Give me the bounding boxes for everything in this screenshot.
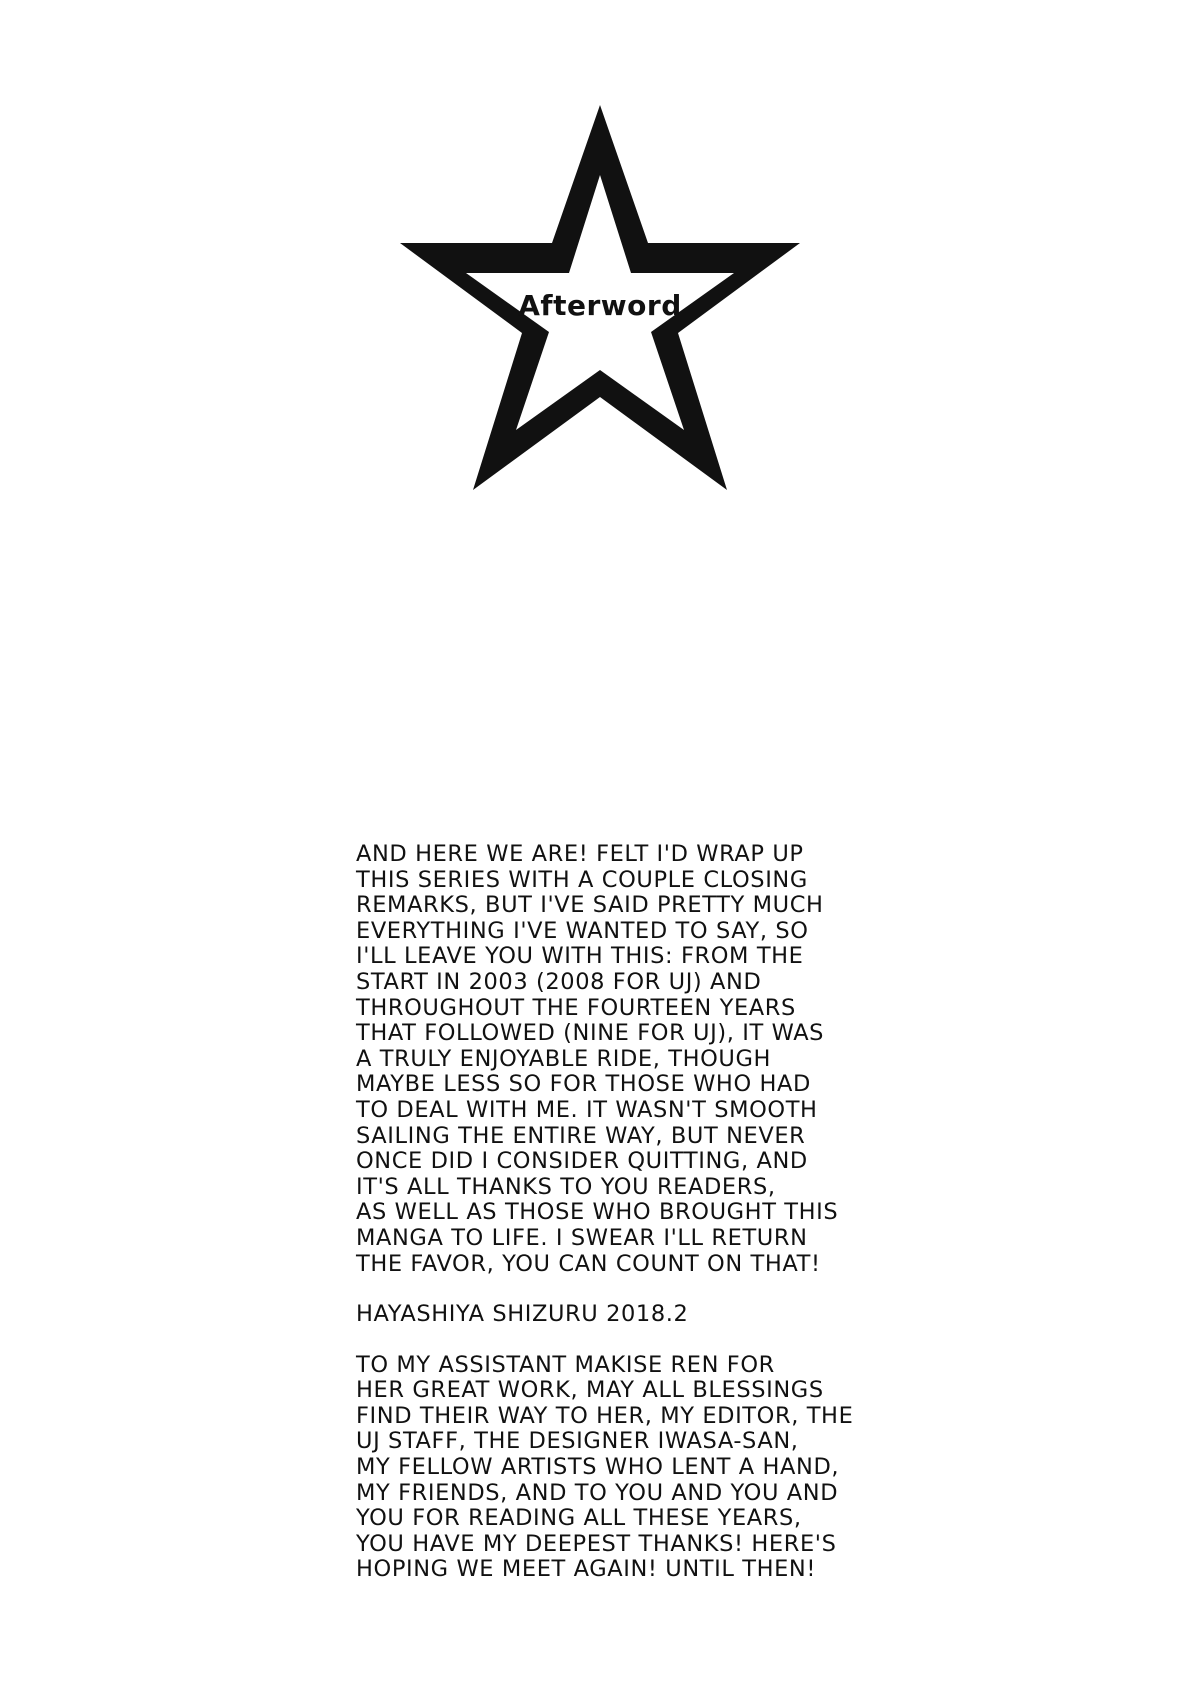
text-line: REMARKS, BUT I'VE SAID PRETTY MUCH — [356, 892, 824, 919]
text-line: I'LL LEAVE YOU WITH THIS: FROM THE — [356, 943, 804, 970]
text-line: UJ STAFF, THE DESIGNER IWASA-SAN, — [356, 1428, 799, 1455]
text-line: MANGA TO LIFE. I SWEAR I'LL RETURN — [356, 1224, 808, 1251]
text-line: AND HERE WE ARE! FELT I'D WRAP UP — [356, 841, 804, 867]
text-line: TO DEAL WITH ME. IT WASN'T SMOOTH — [356, 1096, 818, 1123]
text-line: SAILING THE ENTIRE WAY, BUT NEVER — [356, 1122, 806, 1149]
text-line: FIND THEIR WAY TO HER, MY EDITOR, THE — [356, 1402, 854, 1429]
text-line: HER GREAT WORK, MAY ALL BLESSINGS — [356, 1377, 824, 1404]
text-line: A TRULY ENJOYABLE RIDE, THOUGH — [356, 1045, 772, 1072]
author-signature: HAYASHIYA SHIZURU 2018.2 — [356, 1301, 689, 1328]
text-line: THIS SERIES WITH A COUPLE CLOSING — [356, 866, 808, 893]
text-line: TO MY ASSISTANT MAKISE REN FOR — [356, 1351, 775, 1378]
text-line: START IN 2003 (2008 FOR UJ) AND — [356, 968, 762, 995]
text-line: MY FRIENDS, AND TO YOU AND YOU AND — [356, 1479, 839, 1506]
text-line: THROUGHOUT THE FOURTEEN YEARS — [356, 994, 796, 1021]
text-line: YOU FOR READING ALL THESE YEARS, — [356, 1505, 802, 1532]
text-line: THE FAVOR, YOU CAN COUNT ON THAT! — [356, 1250, 821, 1277]
afterword-star-emblem — [395, 105, 805, 495]
text-line: MY FELLOW ARTISTS WHO LENT A HAND, — [356, 1454, 840, 1481]
closing-remarks-paragraph — [356, 842, 896, 1277]
text-line: AS WELL AS THOSE WHO BROUGHT THIS — [356, 1199, 839, 1226]
afterword-title: Afterword — [518, 289, 682, 322]
text-line: YOU HAVE MY DEEPEST THANKS! HERE'S — [356, 1530, 837, 1557]
text-line: ONCE DID I CONSIDER QUITTING, AND — [356, 1148, 808, 1175]
text-line: MAYBE LESS SO FOR THOSE WHO HAD — [356, 1071, 811, 1098]
afterword-body — [356, 842, 896, 1608]
text-line: THAT FOLLOWED (NINE FOR UJ), IT WAS — [356, 1020, 825, 1047]
text-line: HOPING WE MEET AGAIN! UNTIL THEN! — [356, 1556, 816, 1583]
text-line: IT'S ALL THANKS TO YOU READERS, — [356, 1173, 776, 1200]
thanks-paragraph — [356, 1353, 896, 1583]
text-line: EVERYTHING I'VE WANTED TO SAY, SO — [356, 917, 809, 944]
